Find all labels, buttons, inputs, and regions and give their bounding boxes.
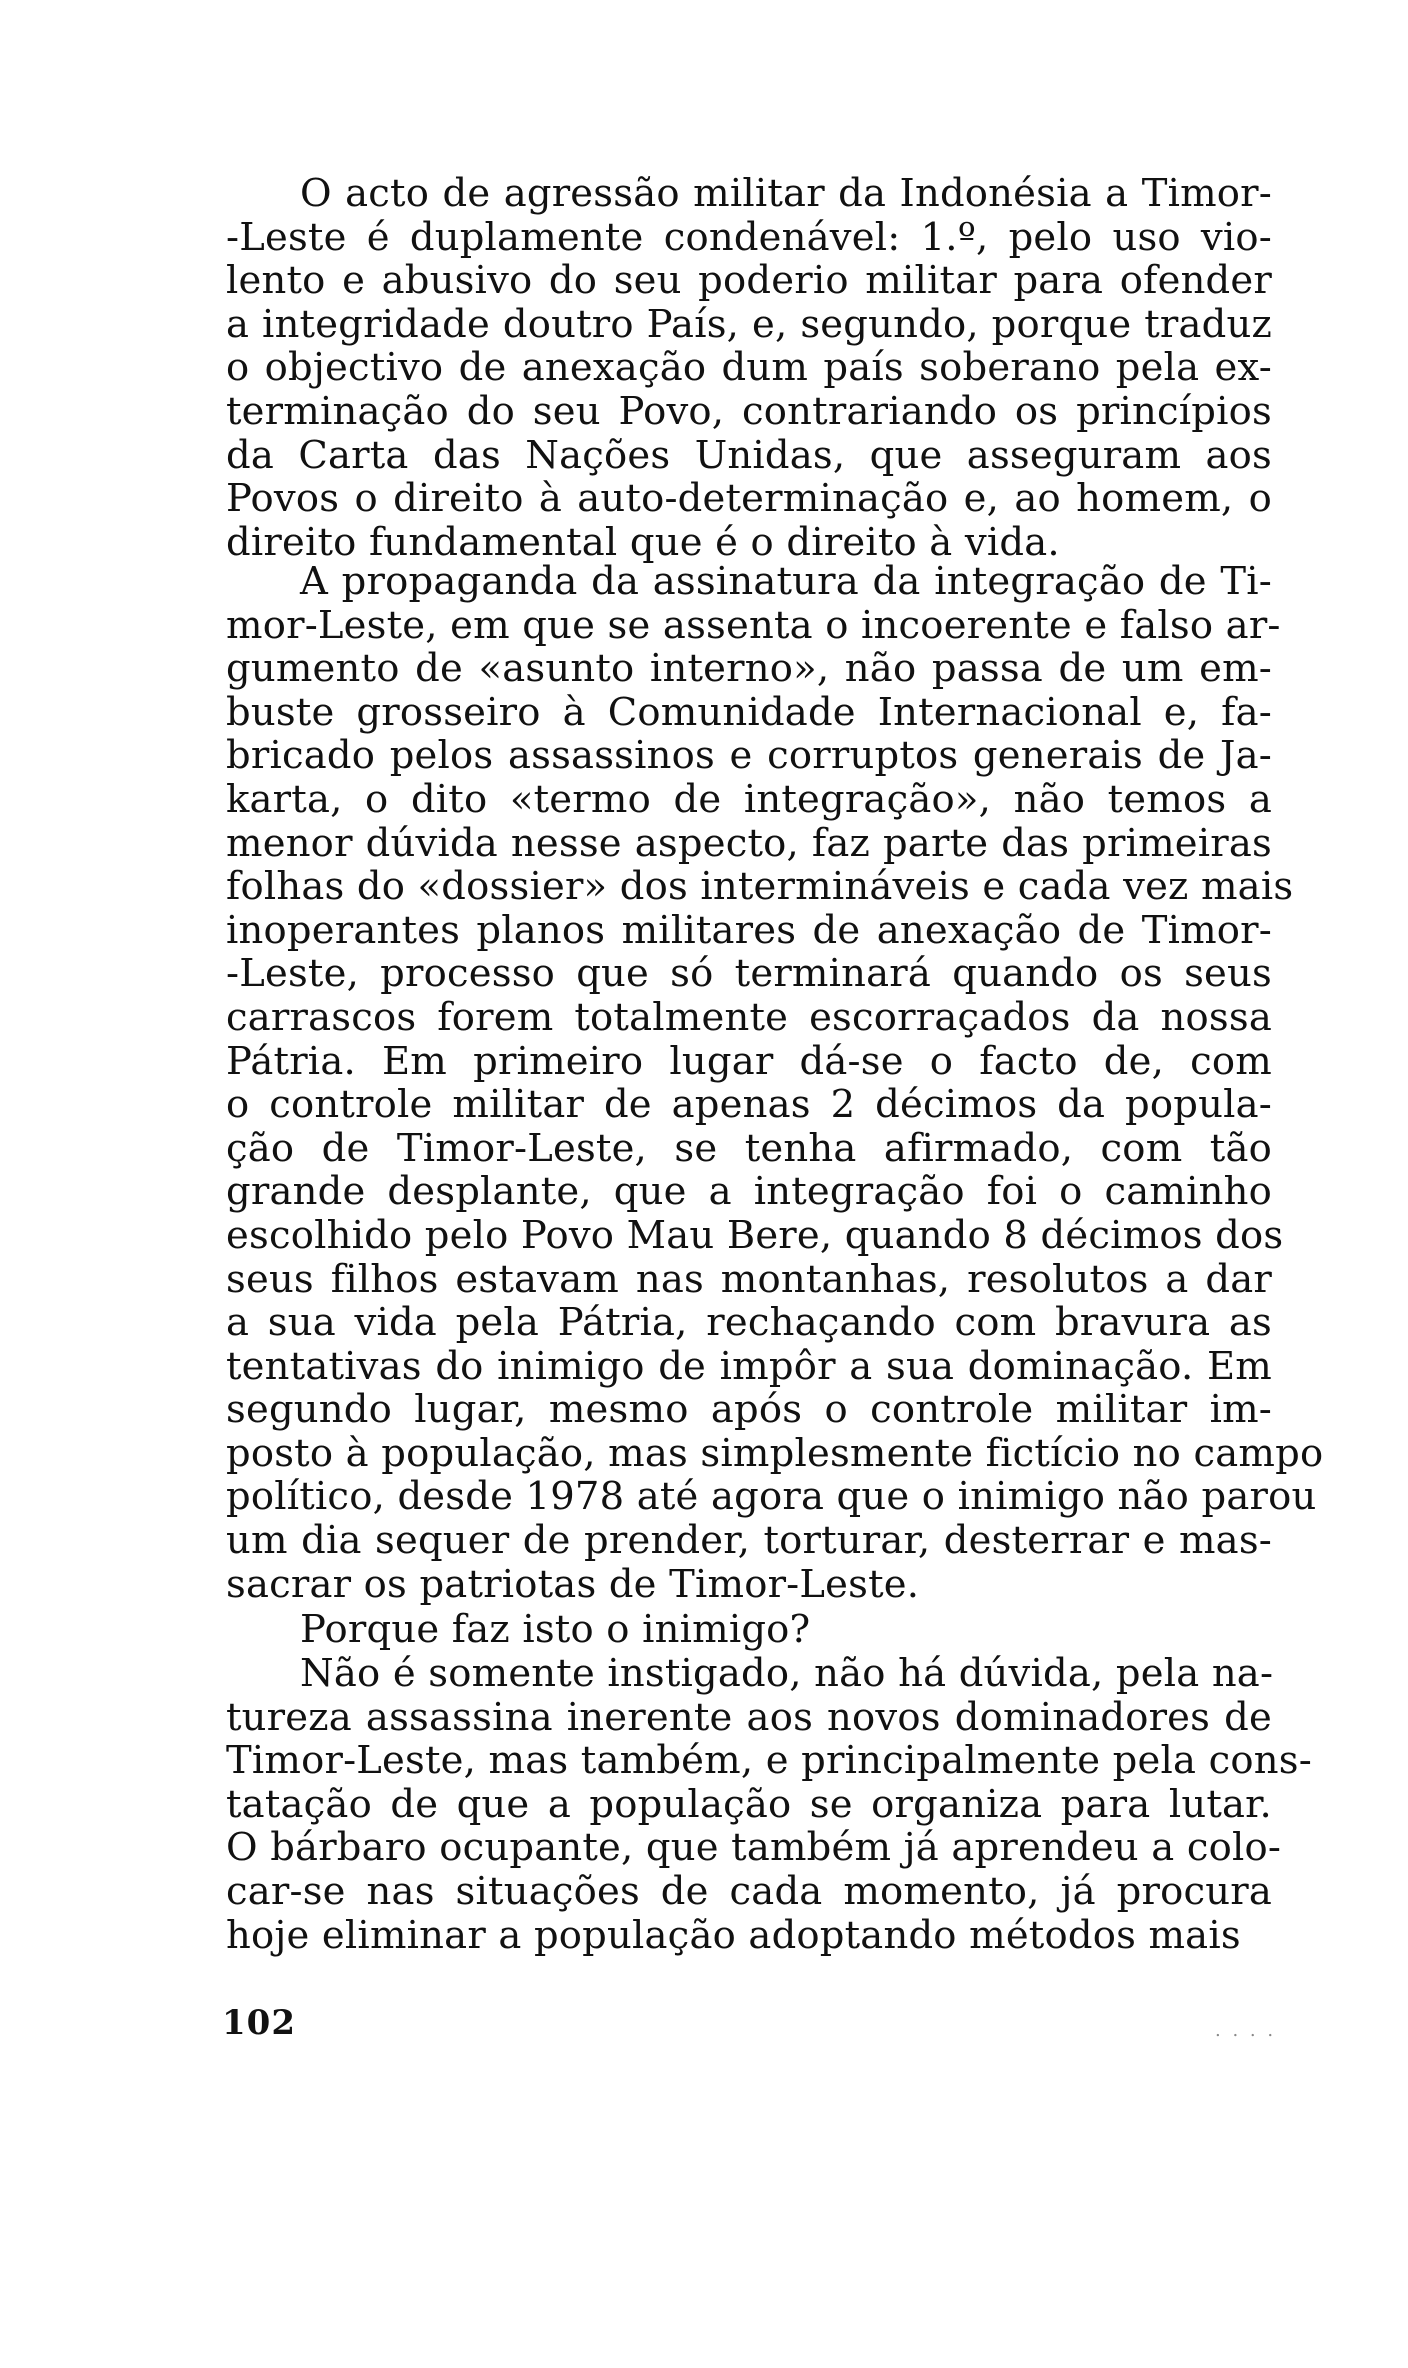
text-line: Não é somente instigado, não há dúvida, pela na- bbox=[300, 1651, 1274, 1696]
text-line: O bárbaro ocupante, que também já aprendeu a colo- bbox=[226, 1825, 1282, 1871]
text-line: tentativas do inimigo de impôr a sua dominação. Em bbox=[226, 1343, 1272, 1389]
text-line: político, desde 1978 até agora que o inimigo não parou bbox=[226, 1474, 1317, 1520]
text-line: sacrar os patriotas de Timor-Leste. bbox=[226, 1561, 920, 1607]
text-line: grande desplante, que a integração foi o caminho bbox=[226, 1169, 1272, 1215]
text-line: Timor-Leste, mas também, e principalmente pela cons- bbox=[226, 1738, 1312, 1784]
text-line: -Leste, processo que só terminará quando os seus bbox=[226, 951, 1272, 997]
text-line: terminação do seu Povo, contrariando os princípios bbox=[226, 388, 1272, 434]
text-line: a sua vida pela Pátria, rechaçando com bravura as bbox=[226, 1300, 1272, 1346]
text-line: Pátria. Em primeiro lugar dá-se o facto de, com bbox=[226, 1038, 1272, 1084]
scan-speck: . . . . bbox=[1215, 2020, 1277, 2041]
text-line: car-se nas situações de cada momento, já procura bbox=[226, 1868, 1272, 1914]
text-line: O acto de agressão militar da Indonésia a Timor- bbox=[300, 171, 1272, 216]
text-line: tureza assassina inerente aos novos dominadores de bbox=[226, 1694, 1272, 1740]
text-line: karta, o dito «termo de integração», não temos a bbox=[226, 776, 1272, 822]
text-line: lento e abusivo do seu poderio militar para ofender bbox=[226, 258, 1272, 304]
paragraph-3 bbox=[226, 1608, 1272, 1652]
paragraph-4 bbox=[226, 1651, 1312, 1958]
text-line: Povos o direito à auto-determinação e, ao homem, o bbox=[226, 476, 1272, 522]
text-line: -Leste é duplamente condenável: 1.º, pelo uso vio- bbox=[226, 214, 1272, 260]
text-line: posto à população, mas simplesmente fictício no campo bbox=[226, 1430, 1324, 1476]
text-line: menor dúvida nesse aspecto, faz parte das primeiras bbox=[226, 820, 1272, 866]
page-number: 102 bbox=[222, 2003, 296, 2043]
text-line: Porque faz isto o inimigo? bbox=[300, 1607, 811, 1652]
text-line: um dia sequer de prender, torturar, desterrar e mas- bbox=[226, 1518, 1272, 1564]
paragraph-2 bbox=[226, 559, 1324, 1607]
text-line: folhas do «dossier» dos intermináveis e cada vez mais bbox=[226, 864, 1294, 910]
text-line: inoperantes planos militares de anexação de Timor- bbox=[226, 907, 1272, 953]
text-line: ção de Timor-Leste, se tenha afirmado, com tão bbox=[226, 1125, 1272, 1171]
text-line: gumento de «asunto interno», não passa de um em- bbox=[226, 646, 1272, 692]
text-line: carrascos forem totalmente escorraçados da nossa bbox=[226, 994, 1272, 1040]
text-line: direito fundamental que é o direito à vida. bbox=[226, 519, 1060, 565]
text-line: segundo lugar, mesmo após o controle militar im- bbox=[226, 1387, 1272, 1433]
text-line: bricado pelos assassinos e corruptos generais de Ja- bbox=[226, 733, 1272, 779]
text-line: o controle militar de apenas 2 décimos da popula- bbox=[226, 1082, 1272, 1128]
paragraph-1 bbox=[226, 172, 1272, 564]
text-line: buste grosseiro à Comunidade Internacional e, fa- bbox=[226, 689, 1272, 735]
text-line: a integridade doutro País, e, segundo, porque traduz bbox=[226, 301, 1272, 347]
text-line: escolhido pelo Povo Mau Bere, quando 8 décimos dos bbox=[226, 1212, 1284, 1258]
text-line: da Carta das Nações Unidas, que asseguram aos bbox=[226, 432, 1272, 478]
text-line: tatação de que a população se organiza para lutar. bbox=[226, 1781, 1272, 1827]
text-line: mor-Leste, em que se assenta o incoerente e falso ar- bbox=[226, 602, 1281, 648]
text-line: seus filhos estavam nas montanhas, resolutos a dar bbox=[226, 1256, 1272, 1302]
text-line: A propaganda da assinatura da integração de Ti- bbox=[300, 559, 1272, 604]
text-line: hoje eliminar a população adoptando métodos mais bbox=[226, 1912, 1241, 1958]
text-line: o objectivo de anexação dum país soberano pela ex- bbox=[226, 345, 1272, 391]
